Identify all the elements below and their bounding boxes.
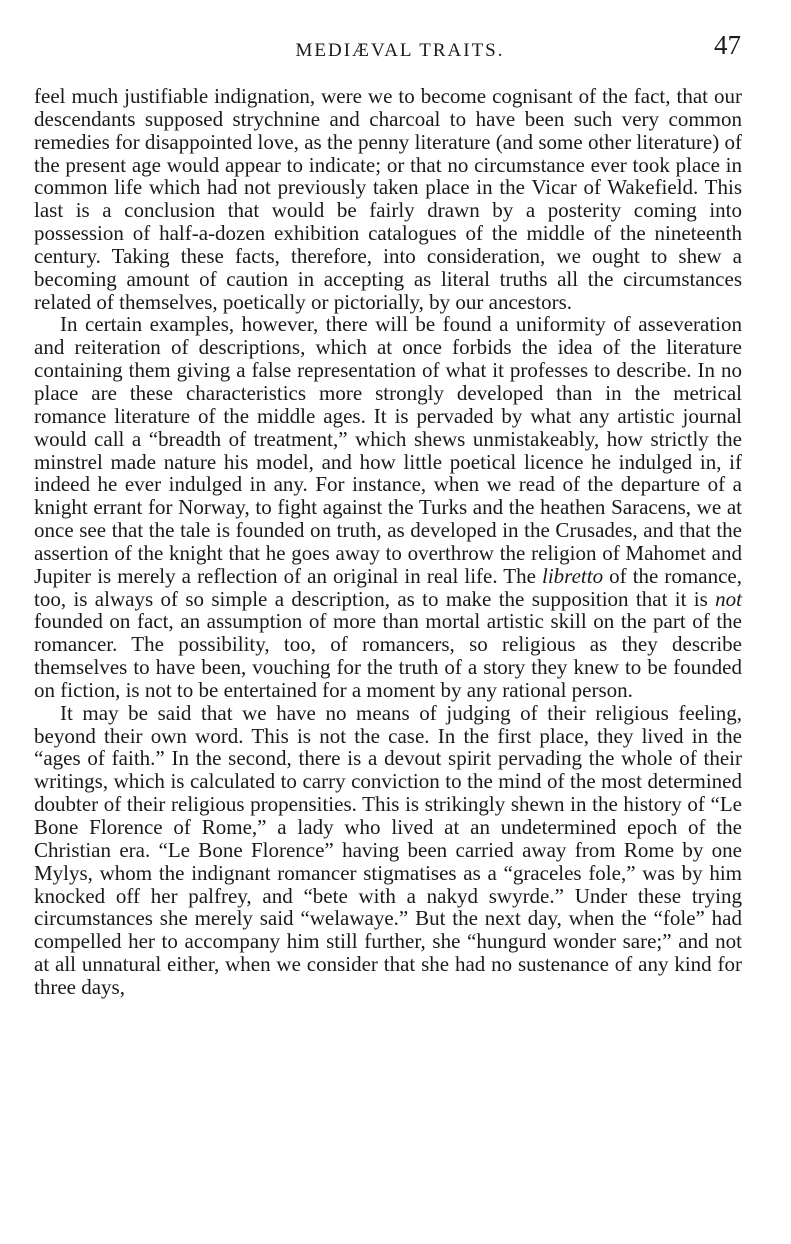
italic-term-libretto: libretto bbox=[542, 563, 604, 588]
paragraph-3 bbox=[34, 702, 742, 999]
running-head: MEDIÆVAL TRAITS. bbox=[295, 40, 505, 61]
paragraph-text: In certain examples, however, there will be found a uniformity of asseveration and reiteration of descriptions, which at once forbids the idea of the literature containing them giving a false representation of what it professes to describe. In no place are these characteristics more strongly developed than in the metrical romance literature of the middle ages. It is pervaded by what any artistic journal would call a “breadth of treatment,” which shews unmistakeably, how strictly the minstrel made nature his model, and how little poetical licence he indulged in, if indeed he ever indulged in any. For instance, when we read of the departure of a knight errant for Norway, to fight against the Turks and the heathen Saracens, we at once see that the tale is founded on truth, as developed in the Crusades, and that the assertion of the knight that he goes away to overthrow the religion of Mahomet and Jupiter is merely a reflection of an original in real life. The bbox=[34, 312, 742, 588]
paragraph-text: feel much justifiable indignation, were we to become cognisant of the fact, that our descendants supposed strychnine and charcoal to have been such very common remedies for disappointed love, as the penny literature (and some other literature) of the present age would appear to indicate; or that no circumstance ever took place in common life which had not previously taken place in the Vicar of Wakefield. This last is a conclusion that would be fairly drawn by a posterity coming into possession of half-a-dozen exhibition catalogues of the middle of the nineteenth century. Taking these facts, therefore, into consideration, we ought to shew a becoming amount of caution in accepting as literal truths all the circumstances related of themselves, poetically or pictorially, by our ancestors. bbox=[34, 84, 742, 314]
paragraph-text: It may be said that we have no means of judging of their religious feeling, beyond their own word. This is not the case. In the first place, they lived in the “ages of faith.” In the second, there is a devout spirit pervading the whole of their writings, which is calculated to carry conviction to the mind of the most determined doubter of their religious propensities. This is strikingly shewn in the history of “Le Bone Florence of Rome,” a lady who lived at an undetermined epoch of the Christian era. “Le Bone Florence” having been carried away from Rome by one Mylys, whom the indignant romancer stigmatises as a “graceles fole,” was by him knocked off her palfrey, and “bete with a nakyd swyrde.” Under these trying circumstances she merely said “welawaye.” But the next day, when the “fole” had compelled her to accompany him still further, she “hungurd wonder sare;” and not at all unnatural either, when we consider that she had no sustenance of any kind for three days, bbox=[34, 700, 742, 999]
paragraph-text: founded on fact, an assumption of more than mortal artistic skill on the part of the romancer. The possibility, too, of romancers, so religious as they describe themselves to have been, vouching for the truth of a story they knew to be founded on fiction, is not to be entertained for a moment by any rational person. bbox=[34, 609, 742, 702]
page-number: 47 bbox=[714, 30, 741, 60]
body-text bbox=[34, 85, 742, 999]
italic-term-not: not bbox=[715, 586, 742, 611]
paragraph-2 bbox=[34, 313, 742, 701]
paragraph-text: of the romance, too, is always of so simple a description, as to make the supposition that it is bbox=[34, 563, 742, 611]
paragraph-1 bbox=[34, 85, 742, 313]
